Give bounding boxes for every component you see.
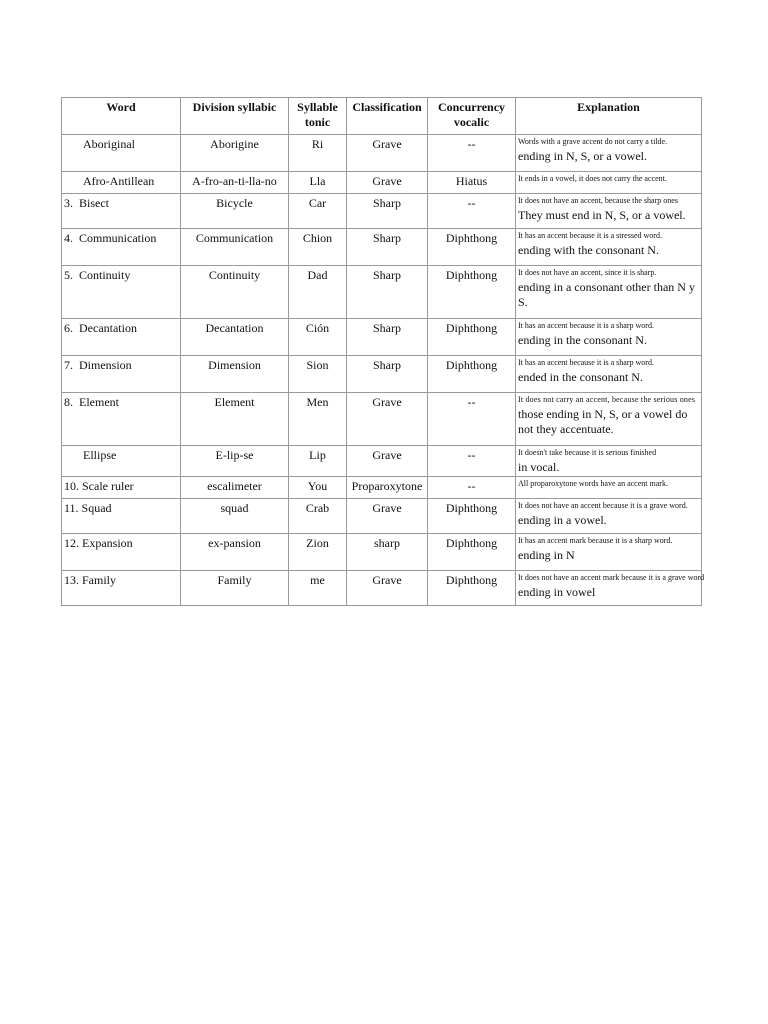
explanation-note: It does not have an accent mark because it is a grave word — [518, 573, 705, 582]
cell-concurrency: -- — [428, 393, 516, 446]
cell-word: Ellipse — [62, 446, 181, 477]
cell-explanation — [516, 499, 702, 534]
cell-concurrency: Diphthong — [428, 534, 516, 571]
cell-division: Dimension — [181, 356, 289, 393]
cell-word: Aboriginal — [62, 135, 181, 172]
explanation-note: It ends in a vowel, it does not carry the accent. — [518, 174, 667, 183]
cell-tonic: Ri — [289, 135, 347, 172]
cell-explanation — [516, 135, 702, 172]
table-row — [62, 172, 702, 194]
cell-concurrency: Diphthong — [428, 499, 516, 534]
cell-explanation — [516, 172, 702, 194]
cell-classification: Proparoxytone — [347, 477, 428, 499]
cell-division: Decantation — [181, 319, 289, 356]
cell-explanation — [516, 194, 702, 229]
cell-tonic: Chion — [289, 229, 347, 266]
cell-word: 3. Bisect — [62, 194, 181, 229]
table-row — [62, 571, 702, 606]
cell-tonic: Ción — [289, 319, 347, 356]
header-concurrency: Concurrency vocalic — [428, 98, 516, 135]
cell-division: ex-pansion — [181, 534, 289, 571]
header-explanation: Explanation — [516, 98, 702, 135]
cell-classification: Grave — [347, 135, 428, 172]
explanation-note: It does not have an accent because it is a grave word. — [518, 501, 688, 510]
explanation-text: ending with the consonant N. — [518, 243, 659, 257]
cell-explanation — [516, 477, 702, 499]
cell-explanation — [516, 571, 705, 606]
cell-concurrency: -- — [428, 135, 516, 172]
explanation-note: It does not have an accent, because the sharp ones — [518, 196, 678, 205]
cell-tonic: Sion — [289, 356, 347, 393]
explanation-text: ending in vowel — [518, 585, 596, 599]
table-row — [62, 229, 702, 266]
cell-tonic: Crab — [289, 499, 347, 534]
cell-concurrency: Hiatus — [428, 172, 516, 194]
cell-concurrency: Diphthong — [428, 356, 516, 393]
explanation-note: It has an accent because it is a sharp word. — [518, 358, 654, 367]
explanation-note: It has an accent mark because it is a sharp word. — [518, 536, 673, 545]
explanation-note: It doesn't take because it is serious finished — [518, 448, 657, 457]
explanation-text: ending in N, S, or a vowel. — [518, 149, 647, 163]
cell-classification: Sharp — [347, 194, 428, 229]
table-row — [62, 194, 702, 229]
accentuation-table — [61, 97, 705, 606]
cell-division: Continuity — [181, 266, 289, 319]
header-classification: Classification — [347, 98, 428, 135]
cell-concurrency: Diphthong — [428, 266, 516, 319]
explanation-note: It has an accent because it is a sharp word. — [518, 321, 654, 330]
cell-division: Element — [181, 393, 289, 446]
cell-tonic: me — [289, 571, 347, 606]
cell-tonic: You — [289, 477, 347, 499]
cell-classification: Sharp — [347, 229, 428, 266]
cell-explanation — [516, 266, 702, 319]
cell-word: 13. Family — [62, 571, 181, 606]
explanation-text: those ending in N, S, or a vowel do not they accentuate. — [518, 407, 688, 436]
cell-tonic: Car — [289, 194, 347, 229]
cell-tonic: Men — [289, 393, 347, 446]
explanation-text: ending in the consonant N. — [518, 333, 647, 347]
explanation-text: ended in the consonant N. — [518, 370, 643, 384]
cell-tonic: Lla — [289, 172, 347, 194]
cell-division: Family — [181, 571, 289, 606]
explanation-text: ending in N — [518, 548, 575, 562]
table-row — [62, 135, 702, 172]
table-row — [62, 266, 702, 319]
cell-word: 5. Continuity — [62, 266, 181, 319]
cell-division: Aborigine — [181, 135, 289, 172]
cell-classification: Sharp — [347, 319, 428, 356]
cell-concurrency: Diphthong — [428, 571, 516, 606]
explanation-text: They must end in N, S, or a vowel. — [518, 208, 686, 222]
header-word: Word — [62, 98, 181, 135]
cell-division: Communication — [181, 229, 289, 266]
cell-tonic: Dad — [289, 266, 347, 319]
cell-word: 6. Decantation — [62, 319, 181, 356]
cell-classification: Grave — [347, 499, 428, 534]
table-row — [62, 477, 702, 499]
cell-division: A-fro-an-ti-lla-no — [181, 172, 289, 194]
cell-explanation — [516, 446, 702, 477]
cell-word: 7. Dimension — [62, 356, 181, 393]
cell-concurrency: -- — [428, 446, 516, 477]
cell-classification: Sharp — [347, 266, 428, 319]
table-row — [62, 446, 702, 477]
cell-classification: Grave — [347, 393, 428, 446]
explanation-note: It does not have an accent, since it is sharp. — [518, 268, 657, 277]
cell-explanation — [516, 393, 702, 446]
cell-division: Bicycle — [181, 194, 289, 229]
cell-explanation — [516, 319, 702, 356]
cell-word: 10. Scale ruler — [62, 477, 181, 499]
cell-concurrency: Diphthong — [428, 229, 516, 266]
cell-word: 12. Expansion — [62, 534, 181, 571]
cell-concurrency: -- — [428, 194, 516, 229]
cell-classification: Grave — [347, 446, 428, 477]
explanation-note: It has an accent because it is a stressed word. — [518, 231, 662, 240]
cell-classification: Grave — [347, 172, 428, 194]
explanation-note: All proparoxytone words have an accent mark. — [518, 479, 668, 488]
cell-division: squad — [181, 499, 289, 534]
cell-classification: sharp — [347, 534, 428, 571]
header-row — [62, 98, 702, 135]
explanation-note: Words with a grave accent do not carry a tilde. — [518, 137, 668, 146]
explanation-text: ending in a vowel. — [518, 513, 607, 527]
table-row — [62, 319, 702, 356]
cell-word: 8. Element — [62, 393, 181, 446]
cell-word: 4. Communication — [62, 229, 181, 266]
table-row — [62, 393, 702, 446]
header-division: Division syllabic — [181, 98, 289, 135]
table-row — [62, 356, 702, 393]
cell-concurrency: Diphthong — [428, 319, 516, 356]
cell-tonic: Lip — [289, 446, 347, 477]
explanation-text: in vocal. — [518, 460, 560, 474]
explanation-text: ending in a consonant other than N y S. — [518, 280, 695, 309]
cell-classification: Sharp — [347, 356, 428, 393]
cell-division: escalimeter — [181, 477, 289, 499]
cell-classification: Grave — [347, 571, 428, 606]
header-tonic: Syllable tonic — [289, 98, 347, 135]
cell-explanation — [516, 229, 702, 266]
cell-division: E-lip-se — [181, 446, 289, 477]
cell-explanation — [516, 356, 702, 393]
cell-word: Afro-Antillean — [62, 172, 181, 194]
cell-tonic: Zion — [289, 534, 347, 571]
table-row — [62, 534, 702, 571]
cell-word: 11. Squad — [62, 499, 181, 534]
table-row — [62, 499, 702, 534]
explanation-note: It does not carry an accent, because the serious ones — [518, 395, 696, 404]
cell-explanation — [516, 534, 702, 571]
cell-concurrency: -- — [428, 477, 516, 499]
